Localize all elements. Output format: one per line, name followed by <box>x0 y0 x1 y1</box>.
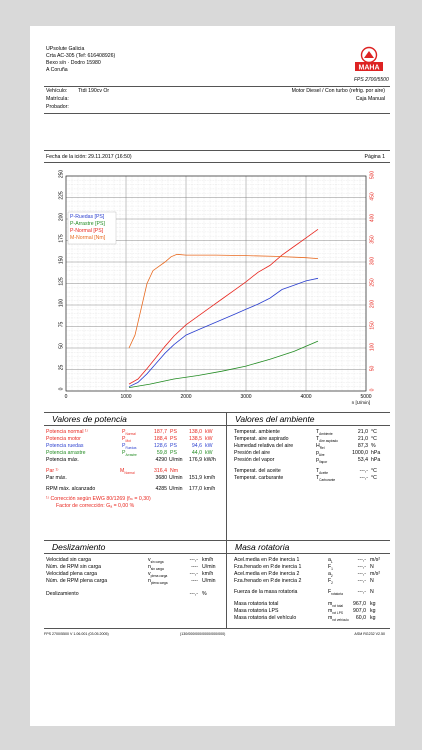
mass-label: Acel.media en P.de inercia 1 <box>234 557 300 563</box>
mass-label: Masa rotatoria total <box>234 601 279 607</box>
right-tick-label: 500 <box>369 170 376 180</box>
mass-unit: m/s² <box>370 557 381 563</box>
power-kw-value: 138,5 <box>189 436 202 442</box>
slip-symbol <box>148 578 168 586</box>
left-tick-label: 0 <box>58 387 65 391</box>
symbol: T <box>316 475 320 481</box>
mass-unit: kg <box>370 601 376 607</box>
slip-label: Velocidad sin carga <box>46 557 91 563</box>
footer-version: FPS 2700/5500 V 1.06.001 (03.05.2005) <box>44 632 109 636</box>
symbol-subscript: sin carga <box>150 560 164 565</box>
symbol: n <box>148 578 151 584</box>
parmax-unit2: km/h <box>204 475 216 481</box>
symbol: P <box>122 450 126 456</box>
power-label: Potencia normal ¹⁾ <box>46 429 88 435</box>
power-ps-value: 188,4 <box>154 436 167 442</box>
mass-force-label: Fuerza de la masa rotatoria <box>234 589 298 595</box>
mass-label: Acel.media en P.de inercia 2 <box>234 571 300 577</box>
symbol-subscript: 2 <box>331 581 333 586</box>
slip-unit: km/h <box>202 557 214 563</box>
mass-value: ---,- <box>357 578 366 584</box>
symbol: m <box>328 608 333 614</box>
page-number: Página 1 <box>364 154 385 160</box>
left-tick-label: 150 <box>58 255 65 265</box>
svg-text:MAHA: MAHA <box>358 64 380 72</box>
divider <box>44 425 390 426</box>
mass-value: ---,- <box>357 557 366 563</box>
mass-symbol <box>328 578 333 586</box>
correction-factor: Factor de corrección: Gₐ = 0,00 % <box>56 503 135 509</box>
symbol-subscript: sin carga <box>150 567 164 572</box>
symbol: a <box>328 557 331 563</box>
symbol: a <box>328 571 331 577</box>
pmax-unit2: kW/h <box>204 457 216 463</box>
left-tick-label: 50 <box>58 343 65 349</box>
symbol: H <box>316 443 320 449</box>
slip-value: ---,- <box>189 571 198 577</box>
correction-note: ¹⁾ Corrección según EWG 80/1269 (fₘ = 0,30) <box>46 496 151 502</box>
left-tick-label: 25 <box>58 364 65 371</box>
footer-code: (130/000/000/0000/000/000) <box>180 632 226 636</box>
power-chart <box>44 166 390 411</box>
right-tick-label: 300 <box>369 256 376 266</box>
symbol-subscript: Aire <box>318 453 325 458</box>
slip-label: Núm. de RPM plena carga <box>46 578 108 584</box>
ambient-unit: °C <box>371 436 377 442</box>
x-tick-label: 1000 <box>120 394 132 400</box>
symbol-subscript: Ambiente <box>319 432 333 437</box>
ambient-unit: °C <box>371 468 377 474</box>
ambiente-title: Valores del ambiente <box>235 414 315 424</box>
divider <box>226 540 227 628</box>
slip-label: Velocidad plena carga <box>46 571 98 577</box>
divider <box>44 628 390 629</box>
right-tick-label: 100 <box>369 342 376 352</box>
x-tick-label: 3000 <box>240 394 252 400</box>
parmax-speed: 151,9 <box>189 475 202 481</box>
pmax-label: Potencia máx. <box>46 457 79 463</box>
par-label: Par ¹⁾ <box>46 468 59 474</box>
company-line: Bexo s/n · Dodro 15980 <box>46 60 101 66</box>
ambient-unit: °C <box>371 475 377 481</box>
slip-value: ---,- <box>189 557 198 563</box>
rpmmax-rpm: 4285 <box>155 486 167 492</box>
mass-label: Masa rotatoria LPS <box>234 608 279 614</box>
power-kw-unit: kW <box>205 429 213 435</box>
power-kw-value: 44,0 <box>191 450 202 456</box>
symbol: P <box>122 429 126 435</box>
masa-title: Masa rotatoria <box>235 542 290 552</box>
symbol-subscript: Aire aspirado <box>319 439 338 444</box>
ambient-symbol <box>316 457 327 465</box>
x-tick-label: 4000 <box>300 394 312 400</box>
mass-symbol <box>328 615 349 623</box>
mass-force-unit: N <box>370 589 374 595</box>
power-label: Potencia arrastre <box>46 450 86 456</box>
divider <box>44 150 390 151</box>
symbol-subscript: plena carga <box>150 574 168 579</box>
vehiculo-value: Ttdi 190cv Or <box>78 88 110 94</box>
symbol-subscript: Rel <box>319 446 325 451</box>
left-tick-label: 200 <box>58 212 65 222</box>
right-tick-label: 350 <box>369 235 376 244</box>
parmax-rpm: 3680 <box>155 475 167 481</box>
mass-label: Fza.frenado en P.de inercia 1 <box>234 564 302 570</box>
symbol-subscript: rot vehículo <box>332 618 349 623</box>
symbol: T <box>316 429 320 435</box>
left-tick-label: 175 <box>58 234 65 243</box>
symbol: F <box>328 578 332 584</box>
symbol: T <box>316 468 320 474</box>
symbol-subscript: 2 <box>330 574 333 579</box>
divider <box>226 412 227 540</box>
symbol: m <box>328 615 333 621</box>
symbol: P <box>122 443 126 449</box>
ambient-value: 21,0 <box>357 436 368 442</box>
ambient-label: Temperat. ambiente <box>234 429 280 435</box>
ambient-label: Temperat. carburante <box>234 475 284 481</box>
symbol: v <box>148 571 151 577</box>
symbol-subscript: Aceite <box>319 471 329 476</box>
symbol: T <box>316 436 320 442</box>
ambient-label: Presión del aire <box>234 450 271 456</box>
slip-unit: U/min <box>202 578 216 584</box>
pmax-unit: U/min <box>169 457 183 463</box>
rpmmax-label: RPM máx. alcanzado <box>46 486 96 492</box>
engine-type: Motor Diesel / Con turbo (refrig. por aire) <box>291 88 385 94</box>
symbol-subscript: Ruedas <box>125 446 137 451</box>
mass-unit: N <box>370 564 374 570</box>
divider <box>44 412 390 413</box>
divider <box>44 162 390 163</box>
ambient-value: 53,4 <box>357 457 368 463</box>
mass-value: ---,- <box>357 571 366 577</box>
matricula-label: Matrícula: <box>46 96 69 102</box>
symbol-subscript: Normal <box>124 471 135 476</box>
right-tick-label: 200 <box>369 299 376 309</box>
x-tick-label: 5000 <box>360 394 372 400</box>
divider <box>44 553 390 554</box>
symbol: p <box>316 450 319 456</box>
mass-unit: kg <box>370 608 376 614</box>
power-label: Potencia ruedas <box>46 443 84 449</box>
symbol-subscript: Vapor <box>318 460 328 465</box>
power-kw-unit: kW <box>205 436 213 442</box>
mass-unit: m/s² <box>370 571 381 577</box>
symbol: p <box>316 457 319 463</box>
model-label: FPS 2700/5500 <box>354 77 389 83</box>
symbol: n <box>148 564 151 570</box>
ambient-unit: °C <box>371 429 377 435</box>
ambient-label: Humedad relativa del aire <box>234 443 294 449</box>
left-tick-label: 100 <box>58 298 65 308</box>
potencia-title: Valores de potencia <box>52 414 127 424</box>
symbol-subscript: rotatoria <box>331 592 343 597</box>
series-line-3 <box>129 254 318 348</box>
power-label: Potencia motor <box>46 436 81 442</box>
ambient-unit: % <box>371 443 376 449</box>
rpmmax-unit2: km/h <box>204 486 216 492</box>
power-ps-unit: PS <box>170 450 177 456</box>
symbol-subscript: Mot <box>125 439 131 444</box>
deslizamiento-title: Deslizamiento <box>52 542 106 552</box>
mass-force-symbol <box>328 589 343 597</box>
power-kw-unit: kW <box>205 450 213 456</box>
symbol: M <box>120 468 125 474</box>
rpmmax-speed: 177,0 <box>189 486 202 492</box>
slip-value: ---- <box>191 564 198 570</box>
symbol-subscript: Carburante <box>319 478 336 483</box>
rpmmax-unit: U/min <box>169 486 183 492</box>
slip-value: ---- <box>191 578 198 584</box>
mass-unit: N <box>370 578 374 584</box>
mass-value: ---,- <box>357 564 366 570</box>
ambient-value: 1000,0 <box>352 450 368 456</box>
mass-unit: kg <box>370 615 376 621</box>
power-kw-unit: kW <box>205 443 213 449</box>
symbol: m <box>328 601 333 607</box>
ambient-unit: hPa <box>371 450 381 456</box>
slip-total-unit: % <box>202 591 207 597</box>
ambient-label: Temperat. aire aspirado <box>234 436 289 442</box>
slip-label: Núm. de RPM sin carga <box>46 564 102 570</box>
symbol: P <box>122 436 126 442</box>
right-tick-label: 250 <box>369 278 376 287</box>
left-tick-label: 225 <box>58 191 65 200</box>
test-date: Fecha de la ición: 29.11.2017 (16:50) <box>46 154 132 160</box>
vehiculo-label: Vehículo: <box>46 88 68 94</box>
company-line: UPsolute Galicia <box>46 46 85 52</box>
x-tick-label: 2000 <box>180 394 192 400</box>
left-tick-label: 250 <box>58 169 65 179</box>
mass-value: 907,0 <box>353 608 366 614</box>
ambient-label: Temperat. del aceite <box>234 468 281 474</box>
parmax-label: Par máx. <box>46 475 67 481</box>
pmax-kw: 176,9 <box>189 457 202 463</box>
symbol: F <box>328 589 332 595</box>
power-ps-unit: PS <box>170 443 177 449</box>
footer-asm: ASM RG232 V2.50 <box>354 632 385 636</box>
probador-label: Probador: <box>46 104 69 110</box>
symbol-subscript: Arrastre <box>125 453 137 458</box>
ambient-value: ---,- <box>359 468 368 474</box>
symbol-subscript: rot LPS <box>332 611 343 616</box>
mass-force-value: ---,- <box>357 589 366 595</box>
right-tick-label: 0 <box>369 388 376 392</box>
left-tick-label: 75 <box>58 321 65 328</box>
right-tick-label: 450 <box>369 192 376 201</box>
power-ps-unit: PS <box>170 436 177 442</box>
x-tick-label: 0 <box>64 394 68 400</box>
slip-total-value: ---,- <box>189 591 198 597</box>
ambient-symbol <box>316 475 335 483</box>
symbol-subscript: rot total <box>332 604 343 609</box>
symbol: v <box>148 557 151 563</box>
slip-total-label: Deslizamiento <box>46 591 79 597</box>
divider <box>44 540 390 541</box>
divider <box>44 86 390 87</box>
power-ps-value: 59,8 <box>156 450 167 456</box>
ambient-value: 21,0 <box>357 429 368 435</box>
slip-unit: U/min <box>202 564 216 570</box>
series-line-0 <box>129 278 318 386</box>
par-unit: Nm <box>170 468 179 474</box>
divider <box>44 113 390 114</box>
mass-label: Fza.frenado en P.de inercia 2 <box>234 578 302 584</box>
ambient-value: ---,- <box>359 475 368 481</box>
power-ps-unit: PS <box>170 429 177 435</box>
legend-entry: P-Arrastre [PS] <box>70 221 105 227</box>
symbol-subscript: 1 <box>331 567 333 572</box>
power-kw-value: 94,6 <box>191 443 202 449</box>
mass-label: Masa rotatoria del vehículo <box>234 615 297 621</box>
legend-entry: P-Ruedas [PS] <box>70 214 105 220</box>
mass-value: 60,0 <box>355 615 366 621</box>
report-sheet <box>30 26 395 726</box>
power-kw-value: 138,0 <box>189 429 202 435</box>
ambient-value: 87,3 <box>357 443 368 449</box>
left-tick-label: 125 <box>58 277 65 286</box>
parmax-unit: U/min <box>169 475 183 481</box>
ambient-unit: hPa <box>371 457 381 463</box>
company-line: Crta AC-305 (Tef: 616408926) <box>46 53 116 59</box>
slip-unit: km/h <box>202 571 214 577</box>
par-symbol <box>120 468 135 476</box>
pmax-rpm: 4290 <box>155 457 167 463</box>
legend-entry: M-Normal [Nm] <box>70 235 106 241</box>
right-tick-label: 400 <box>369 213 376 223</box>
symbol: F <box>328 564 332 570</box>
x-axis-label: n [U/min] <box>351 400 370 405</box>
right-tick-label: 150 <box>369 321 376 330</box>
right-tick-label: 50 <box>369 365 376 372</box>
ambient-label: Presión del vapor <box>234 457 275 463</box>
power-ps-value: 187,7 <box>154 429 167 435</box>
company-line: A Coruña <box>46 67 68 73</box>
par-value: 316,4 <box>154 468 167 474</box>
power-symbol <box>122 450 137 458</box>
symbol-subscript: plena carga <box>150 581 168 586</box>
symbol-subscript: Normal <box>125 432 136 437</box>
symbol-subscript: 1 <box>330 560 333 565</box>
mass-value: 967,0 <box>353 601 366 607</box>
gearbox-type: Caja Manual <box>355 96 385 102</box>
legend-entry: P-Normal [PS] <box>70 228 104 234</box>
power-ps-value: 128,6 <box>154 443 167 449</box>
